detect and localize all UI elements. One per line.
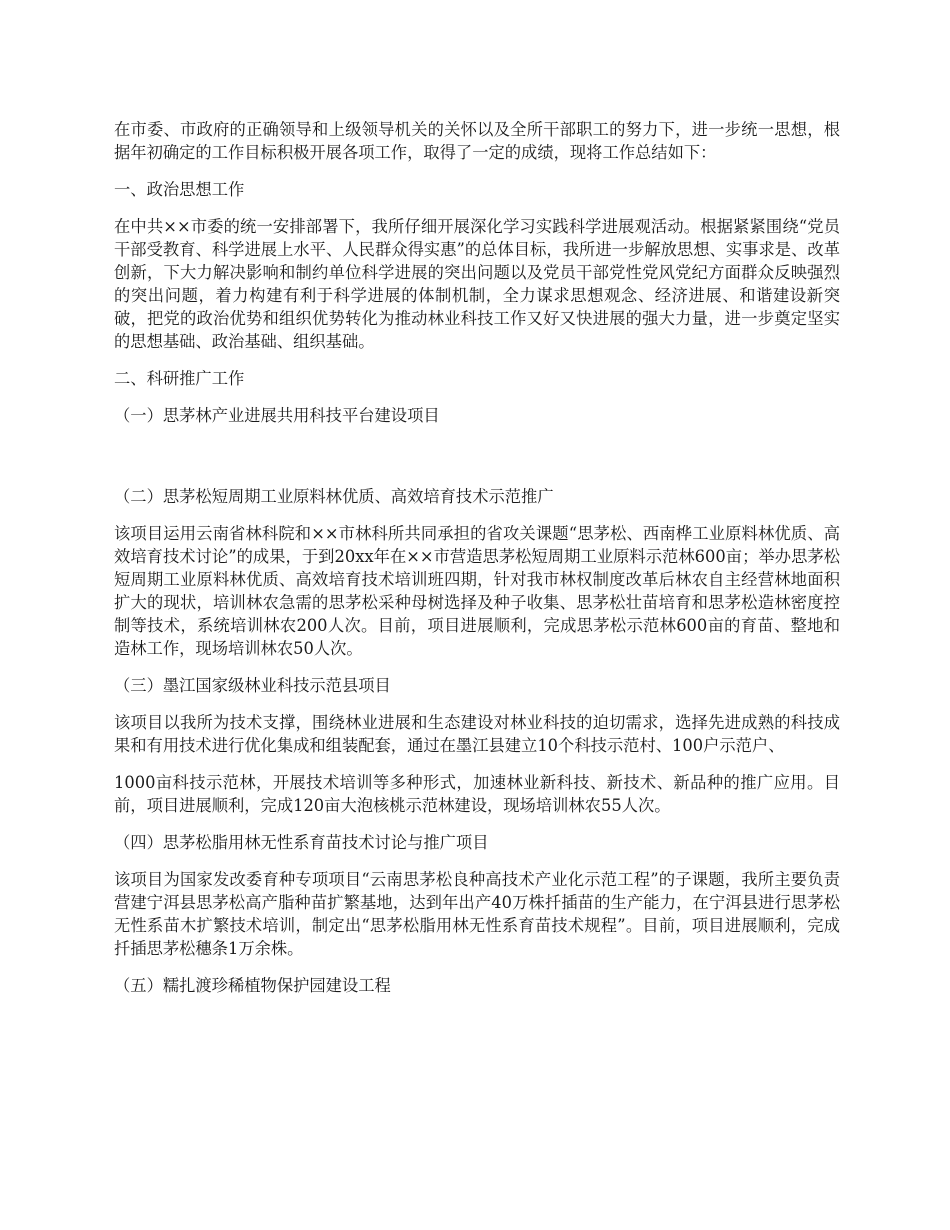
- project-2-paragraph: 该项目运用云南省林科院和××市林科所共同承担的省攻关课题“思茅松、西南桦工业原料林优质、高效培育技术讨论”的成果，于到20xx年在××市营造思茅松短周期工业原料示范林600亩；举办思茅松短周期工业原料林优质、高效培育技术培训班四期，针对我市林权制度改革后林农自主经营林地面积扩大的现状，培训林农急需的思茅松采种母树选择及种子收集、思茅松壮苗培育和思茅松造林密度控制等技术，系统培训林农200人次。目前，项目进展顺利，完成思茅松示范林600亩的育苗、整地和造林工作，现场培训林农50人次。: [114, 524, 840, 658]
- political-work-paragraph: 在中共××市委的统一安排部署下，我所仔细开展深化学习实践科学进展观活动。根据紧紧围绕“党员干部受教育、科学进展上水平、人民群众得实惠”的总体目标，我所进一步解放思想、实事求是、改革创新，下大力解决影响和制约单位科学进展的突出问题以及党员干部党性党风党纪方面群众反映强烈的突出问题，着力构建有利于科学进展的体制机制，全力谋求思想观念、经济进展、和谐建设新突破，把党的政治优势和组织优势转化为推动林业科技工作又好又快进展的强大力量，进一步奠定坚实的思想基础、政治基础、组织基础。: [114, 217, 840, 351]
- intro-paragraph: 在市委、市政府的正确领导和上级领导机关的关怀以及全所干部职工的努力下，进一步统一思想，根据年初确定的工作目标积极开展各项工作，取得了一定的成绩，现将工作总结如下：: [114, 120, 840, 162]
- project-title-4: （四）思茅松脂用林无性系育苗技术讨论与推广项目: [114, 833, 489, 852]
- section-heading-political: 一、政治思想工作: [114, 180, 245, 199]
- blank-space: [114, 441, 840, 485]
- project-title-3: （三）墨江国家级林业科技示范县项目: [114, 676, 391, 695]
- project-title-2: （二）思茅松短周期工业原料林优质、高效培育技术示范推广: [114, 487, 554, 506]
- project-title-1: （一）思茅林产业进展共用科技平台建设项目: [114, 406, 440, 425]
- project-title-5: （五）糯扎渡珍稀植物保护园建设工程: [114, 976, 391, 995]
- document-page: [114, 118, 840, 1011]
- project-4-paragraph: 该项目为国家发改委育种专项项目“云南思茅松良种高技术产业化示范工程”的子课题，我所主要负责营建宁洱县思茅松高产脂种苗扩繁基地，达到年出产40万株扦插苗的生产能力，在宁洱县进行思茅松无性系苗木扩繁技术培训，制定出“思茅松脂用林无性系育苗技术规程”。目前，项目进展顺利，完成扦插思茅松穗条1万余株。: [114, 870, 840, 958]
- project-3-paragraph-a: 该项目以我所为技术支撑，围绕林业进展和生态建设对林业科技的迫切需求，选择先进成熟的科技成果和有用技术进行优化集成和组装配套，通过在墨江县建立10个科技示范村、100户示范户、: [114, 713, 840, 755]
- project-3-paragraph-b: 1000亩科技示范林，开展技术培训等多种形式，加速林业新科技、新技术、新品种的推广应用。目前，项目进展顺利，完成120亩大泡核桃示范林建设，现场培训林农55人次。: [114, 773, 840, 815]
- section-heading-research: 二、科研推广工作: [114, 369, 245, 388]
